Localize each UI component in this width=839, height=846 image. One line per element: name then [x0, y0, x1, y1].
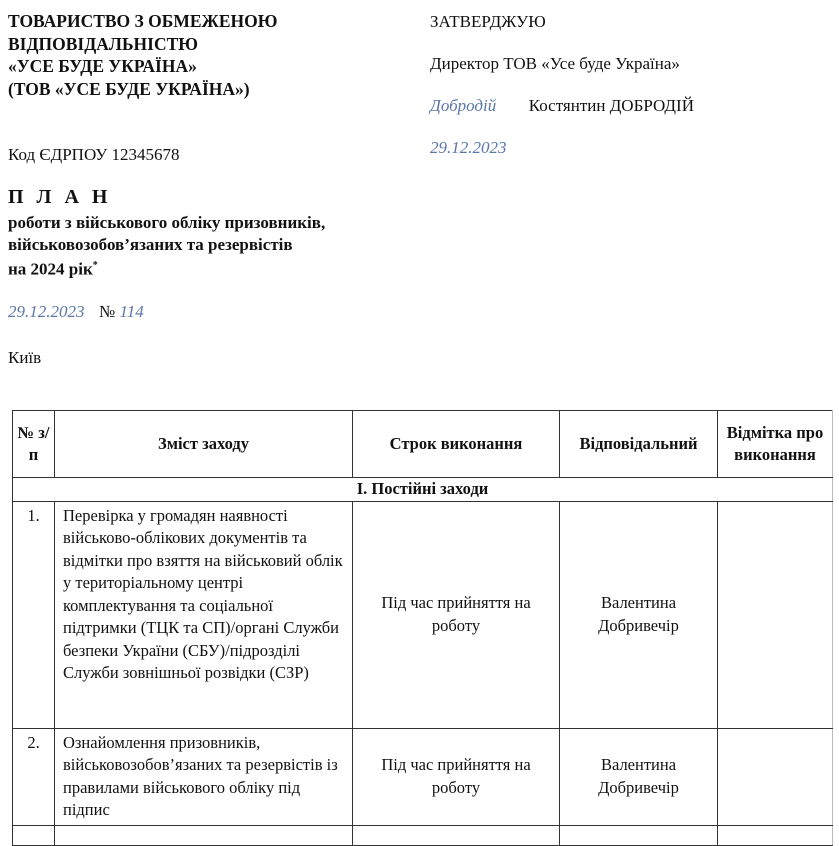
org-line: ВІДПОВІДАЛЬНІСТЮ	[8, 33, 198, 54]
subtitle-year: на 2024 рік	[8, 259, 93, 279]
row-content: Перевірка у громадян наявності військово-облікових документів та відмітки про взяття на військовий облік у територіальному центрі комплектування та соціальної підтримки (ТЦК та СП)/органі Служби безпеки України (СБУ)/підрозділі Служби зовнішньої розвідки (СЗР)	[55, 501, 353, 728]
table-row	[13, 728, 833, 825]
section-title: І. Постійні заходи	[13, 478, 833, 502]
subtitle-line: військовозобов’язаних та резервістів	[8, 234, 293, 254]
organization-name	[8, 10, 277, 100]
org-line: (ТОВ «УСЕ БУДЕ УКРАЇНА»)	[8, 78, 250, 99]
table-row	[13, 501, 833, 728]
row-num: 2.	[13, 728, 55, 825]
table-row-partial	[13, 825, 833, 845]
plan-subtitle	[8, 212, 325, 280]
page-title: П Л А Н	[8, 186, 112, 208]
subtitle-line: роботи з військового обліку призовників,	[8, 213, 326, 232]
row-deadline: Під час прийняття на роботу	[353, 728, 560, 825]
section-row	[13, 478, 833, 502]
header-mark: Відмітка про виконання	[718, 411, 833, 478]
number-label: №	[99, 302, 116, 321]
row-mark	[718, 501, 833, 728]
approval-date: 29.12.2023	[430, 138, 507, 157]
row-responsible: Валентина Добривечір	[560, 501, 718, 728]
row-mark	[718, 728, 833, 825]
footnote-mark: *	[92, 260, 98, 271]
document-date: 29.12.2023	[8, 302, 85, 321]
org-line: ТОВАРИСТВО З ОБМЕЖЕНОЮ	[8, 11, 278, 31]
row-num: 1.	[13, 501, 55, 728]
org-line: «УСЕ БУДЕ УКРАЇНА»	[8, 56, 197, 76]
signature: Добродій	[430, 96, 497, 115]
city: Київ	[8, 348, 42, 367]
row-responsible: Валентина Добривечір	[560, 728, 718, 825]
header-num: № з/п	[13, 411, 55, 478]
document-date-number	[8, 302, 144, 322]
row-content: Ознайомлення призовників, військовозобов’язаних та резервістів із правилами військового обліку під підпис	[55, 728, 353, 825]
header-responsible: Відповідальний	[560, 411, 718, 478]
edrpou-code: Код ЄДРПОУ 12345678	[8, 145, 180, 164]
table-header-row	[13, 411, 833, 478]
subtitle-line	[8, 255, 325, 280]
row-deadline: Під час прийняття на роботу	[353, 501, 560, 728]
header-content: Зміст заходу	[55, 411, 353, 478]
approval-signature-line	[430, 96, 694, 116]
plan-table	[12, 410, 833, 846]
approval-position: Директор ТОВ «Усе буде Україна»	[430, 54, 680, 73]
signer-name: Костянтин ДОБРОДІЙ	[528, 96, 694, 115]
header-deadline: Строк виконання	[353, 411, 560, 478]
document-number: 114	[119, 302, 144, 321]
approval-title: ЗАТВЕРДЖУЮ	[430, 12, 546, 31]
